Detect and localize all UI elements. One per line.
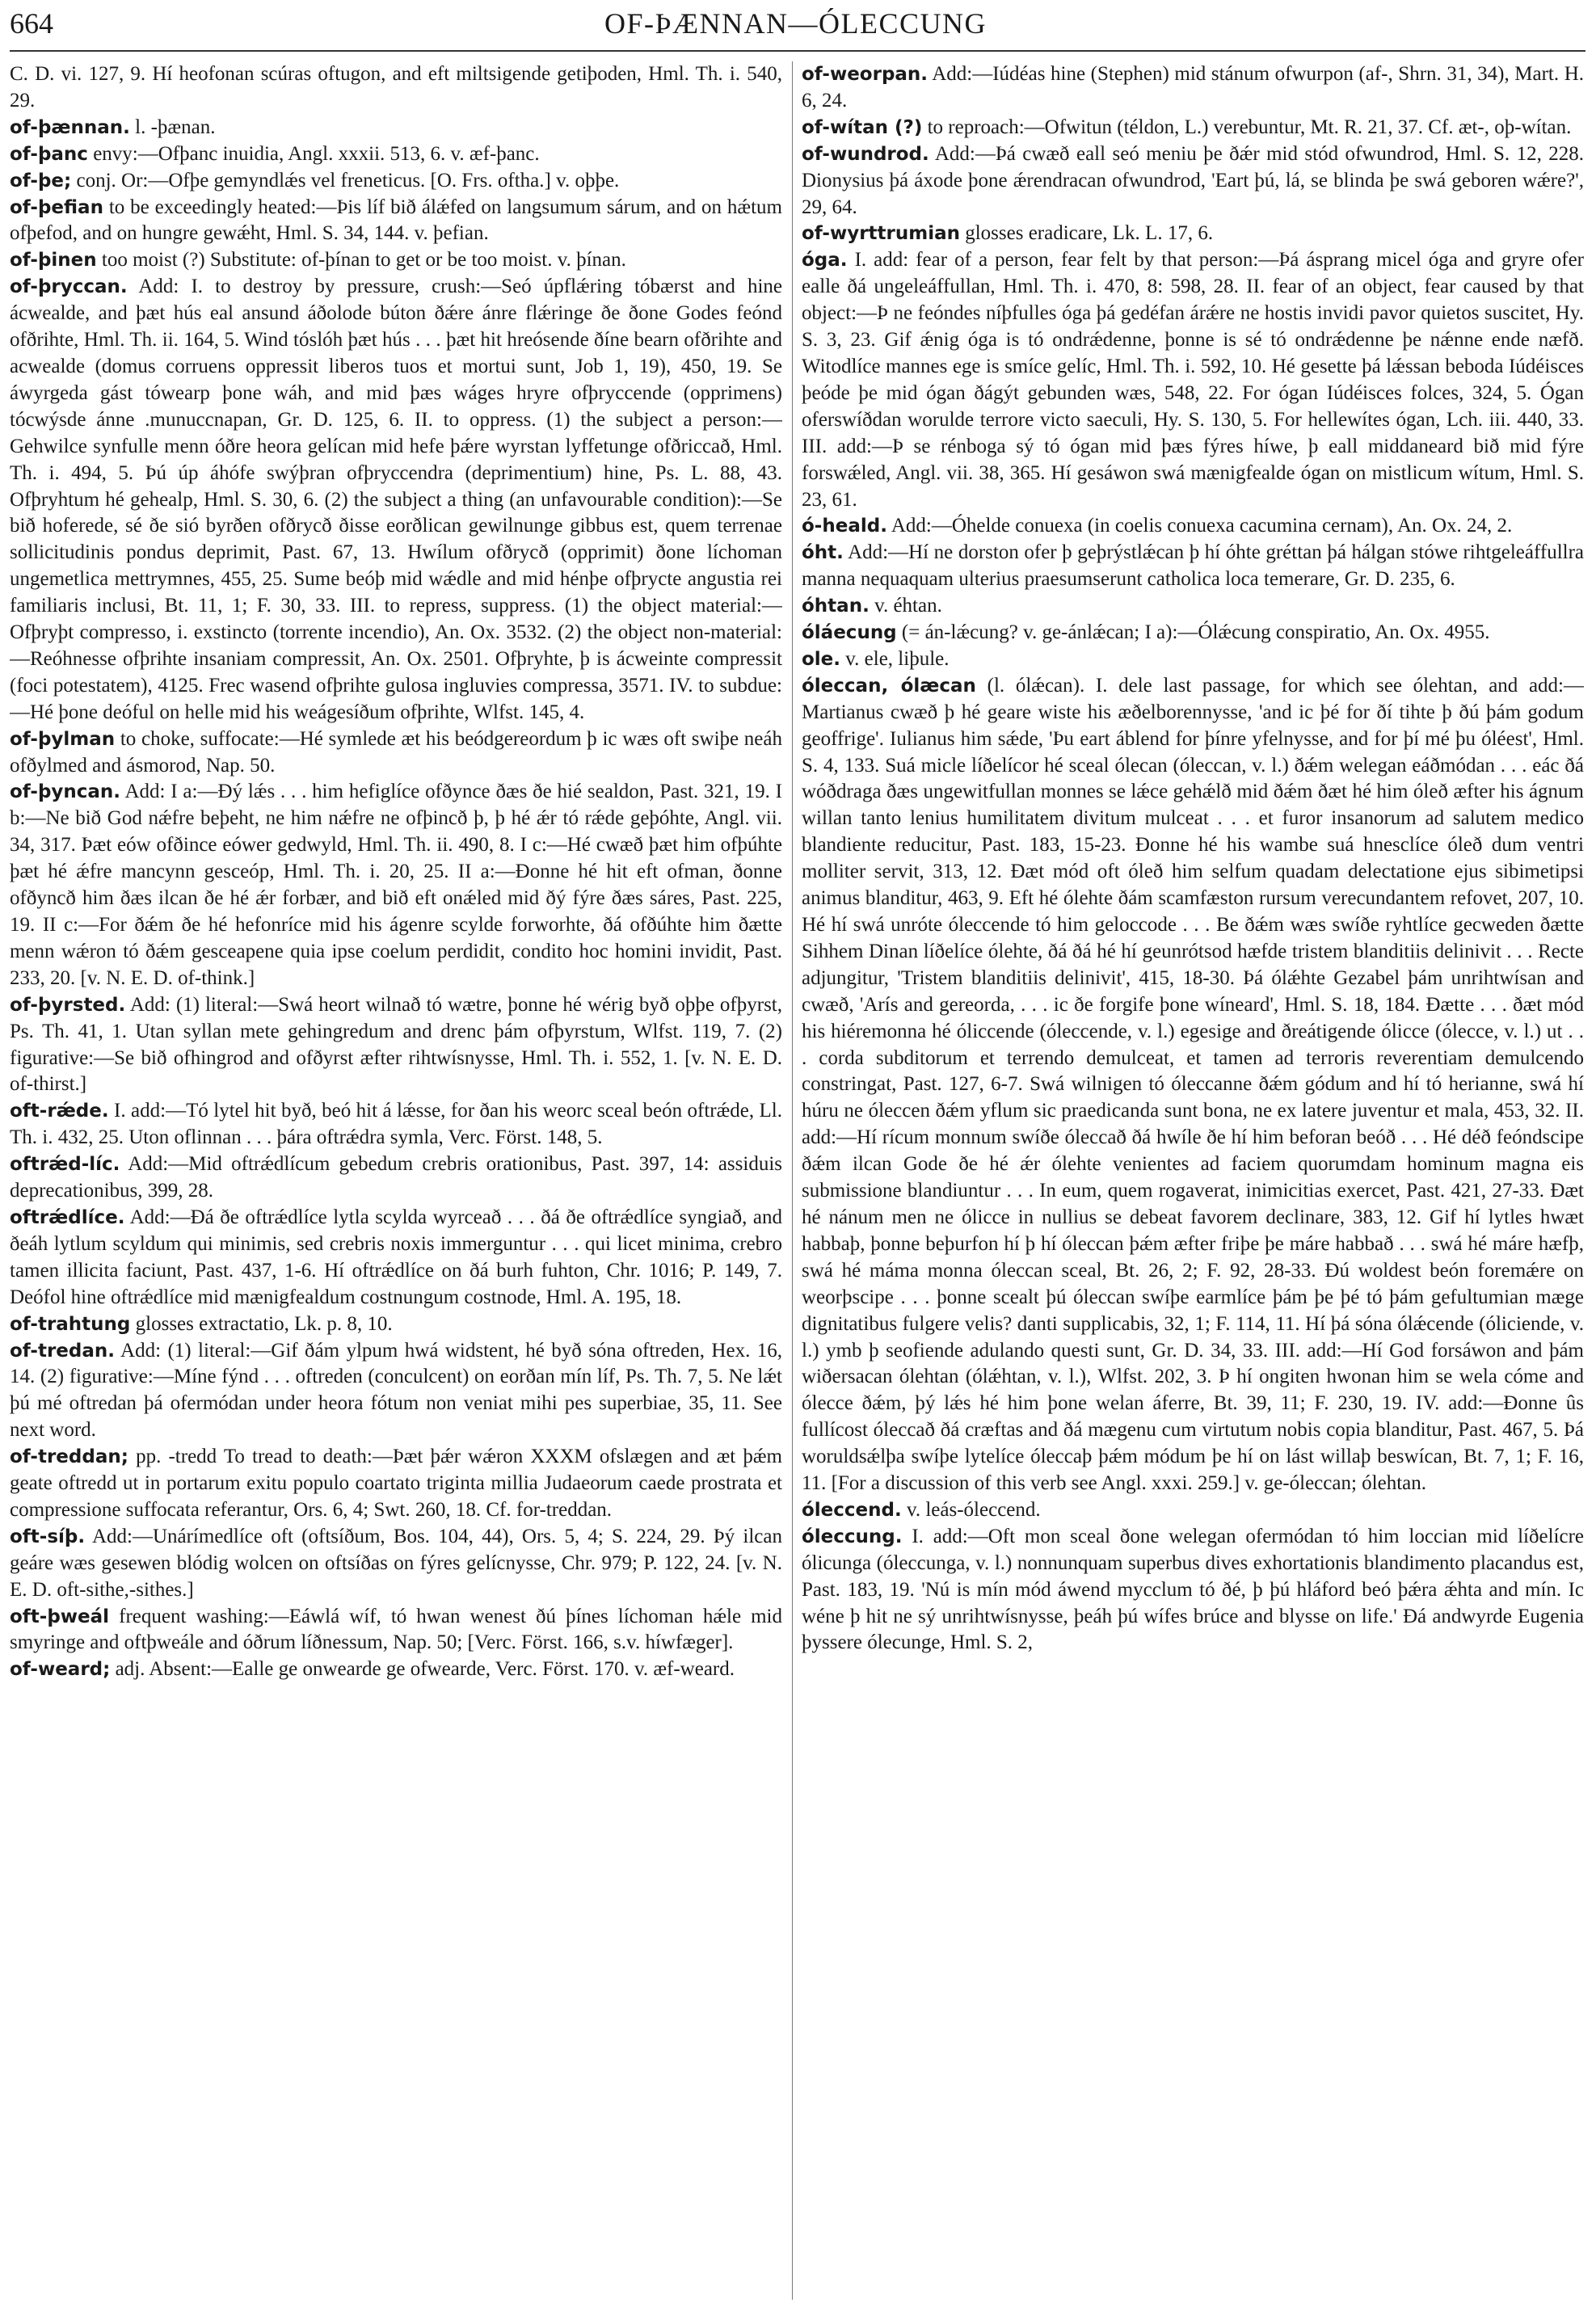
entry-headword: óhtan.	[802, 596, 870, 617]
entry-headword: oftrǽdlíce.	[10, 1206, 125, 1228]
header-rule	[10, 50, 1585, 52]
entry-text: Add: I. to destroy by pressure, crush:—Seó úpflǽring tóbærst and hine ácwealde, and þæt hús eal ansund áðolode búton ðǽre ánre flǽringe ðe ðone Godes feónd ofðrihte, Hml. Th. ii. 164, 5. Wind tóslóh þæt hús . . . þæt hit hreósende ðíne bearn ofðrihte and acwealde (domus corruens oppressit liberos tuos et mortui sunt, Job 1, 19), 450, 19. Se áwyrgeda gást tówearp þone wáh, and mid þæs wáges hryre ofþryccende (opprimens) tócwýsde ánne .munuccnapan, Gr. D. 125, 6. II. to oppress. (1) the subject a person:—Gehwilce synfulle menn óðre heora gelícan mid hefe þǽre wyrstan lyffetunge ofðriccað, Hml. Th. i. 494, 5. Þú úp áhófe swýþran ofþryccendra (deprimentium) hine, Ps. L. 88, 43. Ofþryhtum hé gehealp, Hml. S. 30, 6. (2) the subject a thing (an unfavourable condition):—Se bið hoferede, sé ðe sió byrðen ofðrycð ðisse eorðlican gewilnunge gibbus est, quem terrenae sollicitudinis pondus deprimit, Past. 67, 13. Hwílum ofðrycð (opprimit) ðone líchoman ungemetlica mettrymnes, 455, 25. Sume beóþ mid wǽdle and mid hénþe ofþrycte angustia rei familiaris inclusi, Bt. 11, 1; F. 30, 33. III. to repress, suppress. (1) the object material:—Ofþryþt compresso, i. exstincto (torrente incendio), An. Ox. 3532. (2) the object non-material:—Reóhnesse ofþrihte insaniam compressit, An. Ox. 2501. Ofþryhte, þ is ácweinte compressit (foci potestatem), 4125. Frec wasend ofþrihte gulosa ingluvies compressa, 3571. IV. to subdue:—Hé þone deóful on helle mid his weágesíðum ofþrihte, Wlfst. 145, 4.	[10, 276, 782, 723]
dictionary-entry	[802, 620, 1584, 646]
entry-text: Add:—Þá cwæð eall seó meniu þe ðǽr mid stód ofwundrod, Hml. S. 12, 228. Dionysius þá áxode þone ǽrendracan ofwundrod, 'Eart þú, lá, se blinda þe swá geboren wǽre?', 29, 64.	[802, 142, 1584, 218]
entry-headword: of-þænnan.	[10, 116, 130, 138]
entry-text: I. add: fear of a person, fear felt by that person:—Þá ásprang micel óga and gryre ofer ealle ðá ungeleáffullan, Hml. Th. i. 470, 8: 598, 28. II. fear of an object, fear caused by that object:—Þ ne feóndes níþfulles óga þá gedéfan árǽre ne hostis invidi pavor quietos suscitet, Hy. S. 3, 23. Gif ǽnig óga is tó ondrǽdenne, þonne is sé tó ondrǽdenne þe nǽnne ende næfð. Witodlíce mannes ege is smíce gelíc, Hml. Th. i. 592, 10. Hé gesette þá lǽssan beboda Iúdéisces þeóde þe mid ógan ðágýt gebunden wæs, 548, 22. For ógan Iúdéisces folces, 324, 5. Ógan oferswíðdan worulde terrore victo saeculi, Hy. S. 130, 5. For hellewítes ógan, Lch. iii. 440, 33. III. add:—Þ se rénboga sý tó ógan mid þæs fýres híwe, þ eall middaneard bið mid fýre forswǽled, Angl. vii. 38, 365. Hí gesáwon swá mænigfealde ógan on mistlicum wítum, Hml. S. 23, 61.	[802, 249, 1584, 511]
entry-headword: ole.	[802, 648, 841, 670]
entry-headword: of-þyrsted.	[10, 994, 126, 1016]
dictionary-entry	[10, 195, 782, 248]
entry-text: Add: (1) literal:—Gif ðám ylpum hwá widstent, hé byð sóna oftreden, Hex. 16, 14. (2) figurative:—Míne fýnd . . . oftreden (conculcent) on eorðan mín líf, Ps. Th. 7, 5. Ne lǽt þú mé oftredan þá ofermódan under heora fótum non veniat mihi pes superbiae, 35, 11. See next word.	[10, 1339, 782, 1442]
entry-text: v. éhtan.	[874, 595, 942, 617]
column-divider	[792, 61, 793, 2300]
dictionary-entry	[802, 61, 1584, 115]
entry-headword: óga.	[802, 250, 848, 272]
dictionary-entry	[802, 247, 1584, 513]
entry-headword: of-þylman	[10, 728, 116, 750]
dictionary-entry	[10, 168, 782, 195]
entry-headword: of-tredan.	[10, 1340, 115, 1362]
entry-text: l. -þænan.	[135, 116, 216, 138]
entry-headword: óleccung.	[802, 1526, 903, 1547]
dictionary-entry	[10, 1205, 782, 1311]
page-number: 664	[10, 7, 53, 40]
dictionary-entry	[10, 726, 782, 780]
entry-text: Add:—Iúdéas hine (Stephen) mid stánum ofwurpon (af-, Shrn. 31, 34), Mart. H. 6, 24.	[802, 63, 1584, 112]
entry-headword: of-trahtung	[10, 1313, 131, 1335]
dictionary-entry	[802, 673, 1584, 1497]
dictionary-entry	[10, 1151, 782, 1205]
entry-text: v. ele, liþule.	[845, 647, 950, 670]
dictionary-entry	[802, 141, 1584, 221]
dictionary-entry	[802, 540, 1584, 593]
dictionary-entry	[10, 274, 782, 726]
entry-text: frequent washing:—Eáwlá wíf, tó hwan wenest ðú þínes líchoman hǽle mid smyringe and oftþweále and óðrum líðnessum, Nap. 50; [Verc. Först. 166, s.v. híwfæger].	[10, 1605, 782, 1654]
dictionary-entry	[10, 992, 782, 1099]
entry-text: Add: (1) literal:—Swá heort wilnað tó wætre, þonne hé wérig byð oþþe ofþyrst, Ps. Th. 41, 1. Utan syllan mete gehingredum and drenc þám ofþyrstum, Wlfst. 119, 7. (2) figurative:—Se bið ofhingrod and ofðyrst æfter rihtwísnysse, Hml. Th. i. 552, 1. [v. N. E. D. of-thirst.]	[10, 993, 782, 1096]
dictionary-entry	[802, 646, 1584, 673]
entry-headword: of-þanc	[10, 143, 88, 165]
entry-headword: oft-þweál	[10, 1606, 110, 1627]
dictionary-entry	[10, 779, 782, 991]
entry-headword: oftrǽd-líc.	[10, 1154, 120, 1176]
entry-headword: of-wundrod.	[802, 143, 929, 165]
entry-text: conj. Or:—Ofþe gemyndlǽs vel freneticus. [O. Frs. oftha.] v. oþþe.	[76, 169, 620, 192]
entry-headword: óht.	[802, 542, 844, 564]
entry-text: v. leás-óleccend.	[906, 1498, 1041, 1521]
entry-headword: of-treddan;	[10, 1446, 128, 1468]
entry-text: Add:—Ðá ðe oftrǽdlíce lytla scylda wyrceað . . . ðá ðe oftrǽdlíce syngiað, and ðeáh lytlum scyldum qui minimis, sed crebris noxis immerguntur . . . qui licet minima, crebro tamen illicita faciunt, Past. 437, 1-6. Hí oftrǽdlíce on ðá burh fuhton, Chr. 1016; P. 149, 7. Deófol hine oftrǽdlíce mid mænigfealdum costnungum costnode, Hml. A. 195, 18.	[10, 1206, 782, 1308]
running-head	[10, 6, 1581, 48]
entry-headword: of-þe;	[10, 170, 72, 192]
dictionary-entry	[802, 513, 1584, 540]
entry-text: Add:—Hí ne dorston ofer þ geþrýstlǽcan þ hí óhte gréttan þá hálgan stówe rihtgeleáffullra manna nequaquam ulterius praesumserunt catholica loca temerare, Gr. D. 235, 6.	[802, 541, 1584, 591]
dictionary-entry	[802, 221, 1584, 247]
entry-headword: oft-síþ.	[10, 1526, 86, 1547]
entry-text: pp. -tredd To tread to death:—Þæt þǽr wǽron XXXM ofslægen and æt þǽm geate oftredd ut in portarum exitu populo coartato triginta millia Judaeorum caede prostrata et compressione suffocata referantur, Ors. 6, 4; Swt. 260, 18. Cf. for-treddan.	[10, 1446, 782, 1521]
entry-headword: of-wyrttrumian	[802, 223, 960, 245]
entry-text: Add:—Óhelde conuexa (in coelis conuexa cacumina cernam), An. Ox. 24, 2.	[891, 515, 1513, 537]
left-column	[10, 61, 782, 2300]
entry-headword: oft-rǽde.	[10, 1101, 109, 1122]
dictionary-entry	[10, 1098, 782, 1151]
entry-text: to choke, suffocate:—Hé symlede æt his beódgereordum þ ic wæs oft swiþe neáh ofðylmed and ásmorod, Nap. 50.	[10, 727, 782, 777]
dictionary-entry	[10, 115, 782, 141]
entry-text: glosses eradicare, Lk. L. 17, 6.	[965, 222, 1214, 245]
entry-headword: of-þinen	[10, 250, 97, 272]
entry-text: to be exceedingly heated:—Þis líf bið álǽfed on langsumum sárum, and on hǽtum ofþefod, and on hungre gewǽht, Hml. S. 34, 144. v. þefian.	[10, 196, 782, 245]
entry-text: I. add:—Oft mon sceal ðone welegan ofermódan tó him loccian mid líðelícre ólicunga (óleccunga, v. l.) nonnunquam superbus dives exhortationis blandimento placandus est, Past. 183, 19. 'Nú is mín mód áwend mycclum tó ðé, þ þú hláford beó þǽra ǽhta and mín. Ic wéne þ hit ne sý unrihtwísnysse, þeáh þú wífes brúce and blysse on life.' Ðá andwyrde Eugenia þyssere ólecunge, Hml. S. 2,	[802, 1525, 1584, 1654]
entry-headword: of-weard;	[10, 1659, 111, 1681]
dictionary-entry	[10, 1604, 782, 1657]
dictionary-entry	[10, 141, 782, 168]
dictionary-entry	[10, 61, 782, 115]
entry-text: I. add:—Tó lytel hit byð, beó hit á lǽsse, for ðan his weorc sceal beón oftrǽde, Ll. Th. i. 432, 25. Uton oflinnan . . . þára oftrǽdra symla, Verc. Först. 148, 5.	[10, 1100, 782, 1149]
entry-text: adj. Absent:—Ealle ge onwearde ge ofwearde, Verc. Först. 170. v. æf-weard.	[115, 1658, 735, 1681]
entry-headword: óleccend.	[802, 1499, 902, 1521]
dictionary-entry	[10, 247, 782, 274]
entry-headword: of-weorpan.	[802, 64, 929, 85]
page-title: OF-ÞÆNNAN—ÓLECCUNG	[604, 7, 987, 40]
entry-headword: of-wítan (?)	[802, 116, 923, 138]
dictionary-entry	[802, 1524, 1584, 1657]
dictionary-entry	[10, 1444, 782, 1524]
dictionary-entry	[10, 1656, 782, 1683]
entry-text: Add: I a:—Ðý lǽs . . . him hefiglíce ofðynce ðæs ðe hié sealdon, Past. 321, 19. I b:—Ne bið God nǽfre beþeht, ne him nǽfre ne ofþincð þ, þ hé ǽr tó rǽde geþóhte, Angl. vii. 34, 317. Þæt eów ofðince eówer gedwyld, Hml. Th. ii. 490, 8. I c:—Hé cwæð þæt him ofþúhte þæt hé ǽfre mancynn gesceóp, Hml. Th. i. 20, 25. II a:—Ðonne hé hit eft ofman, ðonne ofðyncð him ðæs ilcan ðe hé ǽr forbær, and bið eft onǽled mid ðý fýre ðæs sáres, Past. 225, 19. II c:—For ðǽm ðe hé hefonríce mid his ágenre scylde forworhte, ðá ofðúhte him ðætte menn wǽron tó ðǽm gesceapene quia ipse coelum perdidit, condito hoc homini invidit, Past. 233, 20. [v. N. E. D. of-think.]	[10, 781, 782, 989]
dictionary-entry	[802, 1497, 1584, 1524]
entry-headword: óláecung	[802, 622, 897, 644]
dictionary-entry	[802, 593, 1584, 620]
entry-text: C. D. vi. 127, 9. Hí heofonan scúras oftugon, and eft miltsigende getiþoden, Hml. Th. i. 540, 29.	[10, 63, 782, 112]
entry-text: too moist (?) Substitute: of-þínan to get or be too moist. v. þínan.	[101, 249, 626, 272]
entry-text: (= án-lǽcung? v. ge-ánlǽcan; I a):—Ólǽcung conspiratio, An. Ox. 4955.	[901, 621, 1490, 644]
entry-headword: of-þefian	[10, 196, 103, 218]
entry-headword: of-þyncan.	[10, 781, 121, 803]
entry-headword: of-þryccan.	[10, 276, 128, 298]
entry-text: glosses extractatio, Lk. p. 8, 10.	[135, 1312, 393, 1335]
entry-text: Add:—Mid oftrǽdlícum gebedum crebris orationibus, Past. 397, 14: assiduis deprecationibus, 399, 28.	[10, 1153, 782, 1202]
entry-headword: ó-heald.	[802, 516, 887, 537]
entry-text: Add:—Unárímedlíce oft (oftsíðum, Bos. 104, 44), Ors. 5, 4; S. 224, 29. Þý ilcan geáre wæs gesewen blódig wolcen on oftsíðas on fýres gelícnysse, Chr. 979; P. 122, 24. [v. N. E. D. oft-sithe,-sithes.]	[10, 1525, 782, 1601]
right-column	[802, 61, 1584, 2300]
dictionary-entry	[10, 1524, 782, 1604]
entry-text: (l. ólǽcan). I. dele last passage, for which see ólehtan, and add:—Martianus cwæð þ hé geare wiste his æðelborennysse, 'and ic þé for ðí tihte þ ðú þám godum geoffrige'. Iulianus him sǽde, 'Þu eart áblend for þínre yfelnysse, and for þí mé þu óléest', Hml. S. 4, 133. Suá micle líðelícor hé sceal ólecan (óleccan, v. l.) ðǽm welegan eáðmódan . . . eác ðá wóðdraga ðæs ungewitfullan monnes se lǽce gehǽlð mid ðǽm ðæt hé him óleð æfter his ágnum willan tanto lenius humilitatem divitum mulceat . . . et furor insanorum ad salutem medico blandiente reducitur, Past. 183, 15-23. Ðonne hé his wambe suá hnesclíce óleð dum ventri molliter servit, 313, 12. Ðæt mód oft óleð him selfum quadam delectatione ejus sibimetipsi animus blanditur, 463, 9. Eft hé ólehte ðám scamfæston rursum verecundantem refovet, 207, 10. Hé hí swá unróte óleccende tó him geloccode . . . Be ðǽm wæs swíðe ryhtlíce gecweden ðætte Sihhem Dinan líðelíce ólehte, ðá ðá hé hí geunrótsod hæfde tristem blanditiis delinivit . . . Recte adjungitur, 'Tristem blanditiis delinivit', 415, 18-30. Þá ólǽhte Gezabel þám unrihtwísan and cwæð, 'Arís and gereorda, . . . ic ðe forgife þone wíneard', Hml. S. 18, 184. Ðætte . . . ðæt mód his hiéremonna hé óliccende (óleccende, v. l.) egesige and ðreátigende ólicce (ólecce, v. l.) ut . . . corda subditorum et terrendo demulceat, et tamen ad terroris reverentiam demulcendo constringat, Past. 127, 6-7. Swá wilnigen tó óleccanne ðǽm gódum and hí tó herianne, swá hí húru ne óleccen ðǽm yflum sic praedicanda sunt bona, ne ex latere juventur et mala, 453, 32. II. add:—Hí rícum monnum swíðe óleccað ðá hwíle ðe hí him beforan beóð . . . Hé déð feóndscipe ðǽm ilcan Gode ðe hé ǽr ólehte venientes ad faciem quorumdam hominum magna eis submissione blandiuntur . . . In eum, quem rogaverat, inimicitias exercet, Past. 421, 27-33. Ðæt hé nánum men ne ólicce in nullius se debeat favorem declinare, 383, 12. Gif hí lytles hwæt habbaþ, þonne beþurfon hí þ hí óleccan þǽm æfter friþe þe máre habbað . . . swá hé máre hæfþ, swá hé máma monna óleccan sceal, Bt. 26, 2; F. 92, 28-33. Ðú woldest beón foremǽre on weorþscipe . . . þonne scealt þú óleccan swíþe earmlíce þám þe þé tó þám gefultumian mæge dignitatibus fulgere velis? danti supplicabis, 32, 1; F. 114, 11. Hí þá sóna ólǽcende (óliciende, v. l.) ymb þ seofiende adulando questi sunt, Gr. D. 34, 33. III. add:—Hí God forsáwon and þám wiðersacan ólehtan (ólǽhtan, v. l.), Wlfst. 202, 3. Þ hí ongiten hwonan him se wela cóme and ólecce ðǽm, þý lǽs hé him þone welan áferre, Bt. 39, 11; F. 230, 19. IV. add:—Ðonne ûs fullícost óleccað ðá cræftas and ðá mægenu cum virtutum nobis copia blanditur, Past. 467, 5. Þá woruldsǽlþa swíþe lytelíce óleccaþ þǽm módum þe hí on lást willaþ beswícan, Bt. 7, 1; F. 16, 11. [For a discussion of this verb see Angl. xxxi. 259.] v. ge-óleccan; ólehtan.	[802, 674, 1584, 1495]
dictionary-entry	[10, 1311, 782, 1338]
dictionary-entry	[802, 115, 1584, 141]
entry-headword: óleccan, ólæcan	[802, 675, 976, 697]
entry-text: to reproach:—Ofwitun (téldon, L.) verebuntur, Mt. R. 21, 37. Cf. æt-, oþ-wítan.	[927, 116, 1572, 138]
entry-text: envy:—Ofþanc inuidia, Angl. xxxii. 513, 6. v. æf-þanc.	[93, 142, 540, 165]
dictionary-entry	[10, 1338, 782, 1445]
